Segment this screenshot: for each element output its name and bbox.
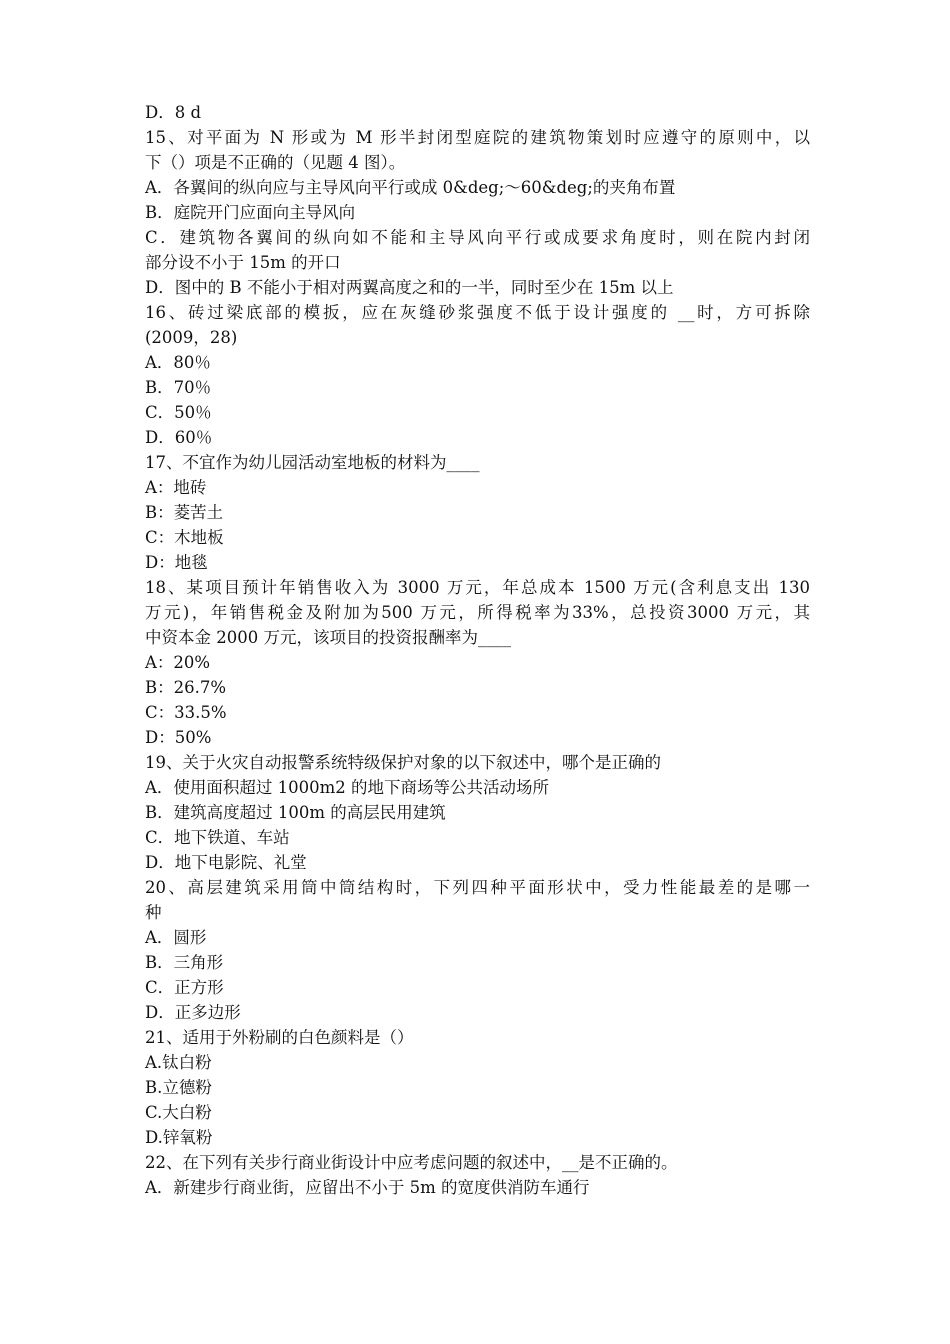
answer-option: A：地砖 bbox=[145, 478, 207, 497]
answer-option: D．60％ bbox=[145, 428, 213, 447]
answer-option: D：50% bbox=[145, 728, 212, 747]
answer-option: B．建筑高度超过 100m 的高层民用建筑 bbox=[145, 803, 446, 822]
question-text: 22、在下列有关步行商业街设计中应考虑问题的叙述中，__是不正确的。 bbox=[145, 1153, 678, 1172]
answer-option: A．各翼间的纵向应与主导风向平行或成 0&deg;～60&deg;的夹角布置 bbox=[145, 178, 676, 197]
answer-option: C：木地板 bbox=[145, 528, 224, 547]
answer-option: B.立德粉 bbox=[145, 1078, 212, 1097]
question-text: (2009，28) bbox=[145, 328, 238, 347]
question-text: 下（）项是不正确的（见题 4 图）。 bbox=[145, 153, 406, 172]
question-text: 17、不宜作为幼儿园活动室地板的材料为____ bbox=[145, 453, 480, 472]
question-text: 中资本金 2000 万元，该项目的投资报酬率为____ bbox=[145, 628, 511, 647]
answer-option: C：33.5% bbox=[145, 703, 227, 722]
answer-option: D．正多边形 bbox=[145, 1003, 241, 1022]
answer-option: A.钛白粉 bbox=[145, 1053, 212, 1072]
answer-option: C．地下铁道、车站 bbox=[145, 828, 290, 847]
question-text: 18、某项目预计年销售收入为 3000 万元，年总成本 1500 万元(含利息支出 130 bbox=[145, 578, 810, 597]
question-text: 万元)，年销售税金及附加为500 万元，所得税率为33%，总投资3000 万元，其 bbox=[145, 603, 810, 622]
answer-option: D：地毯 bbox=[145, 553, 208, 572]
answer-option: B．70％ bbox=[145, 378, 212, 397]
question-text: 15、对平面为 N 形或为 M 形半封闭型庭院的建筑物策划时应遵守的原则中，以 bbox=[145, 128, 810, 147]
answer-option: C．建筑物各翼间的纵向如不能和主导风向平行或成要求角度时，则在院内封闭 bbox=[145, 228, 810, 247]
answer-option: B．庭院开门应面向主导风向 bbox=[145, 203, 356, 222]
answer-option: A．使用面积超过 1000m2 的地下商场等公共活动场所 bbox=[145, 778, 550, 797]
answer-option: C．正方形 bbox=[145, 978, 224, 997]
answer-option: A：20% bbox=[145, 653, 211, 672]
question-text: 种 bbox=[145, 903, 162, 922]
answer-option: 部分设不小于 15m 的开口 bbox=[145, 253, 341, 272]
question-text: 20、高层建筑采用筒中筒结构时，下列四种平面形状中，受力性能最差的是哪一 bbox=[145, 878, 810, 897]
answer-option: C．50％ bbox=[145, 403, 212, 422]
answer-option: D.锌氧粉 bbox=[145, 1128, 213, 1147]
answer-option: B：26.7% bbox=[145, 678, 227, 697]
question-text: 16、砖过梁底部的模扳，应在灰缝砂浆强度不低于设计强度的 __时，方可拆除 bbox=[145, 303, 810, 322]
answer-option: C.大白粉 bbox=[145, 1103, 212, 1122]
answer-option: A．80％ bbox=[145, 353, 211, 372]
answer-option: D．地下电影院、礼堂 bbox=[145, 853, 307, 872]
answer-option: B．三角形 bbox=[145, 953, 224, 972]
answer-option: B：菱苦土 bbox=[145, 503, 224, 522]
question-text: 19、关于火灾自动报警系统特级保护对象的以下叙述中，哪个是正确的 bbox=[145, 753, 661, 772]
answer-option: D．图中的 B 不能小于相对两翼高度之和的一半，同时至少在 15m 以上 bbox=[145, 278, 674, 297]
answer-option: A．新建步行商业街，应留出不小于 5m 的宽度供消防车通行 bbox=[145, 1178, 590, 1197]
answer-option: D．8 d bbox=[145, 103, 202, 122]
question-text: 21、适用于外粉刷的白色颜料是（） bbox=[145, 1028, 414, 1047]
answer-option: A．圆形 bbox=[145, 928, 207, 947]
document-body bbox=[145, 100, 810, 1200]
